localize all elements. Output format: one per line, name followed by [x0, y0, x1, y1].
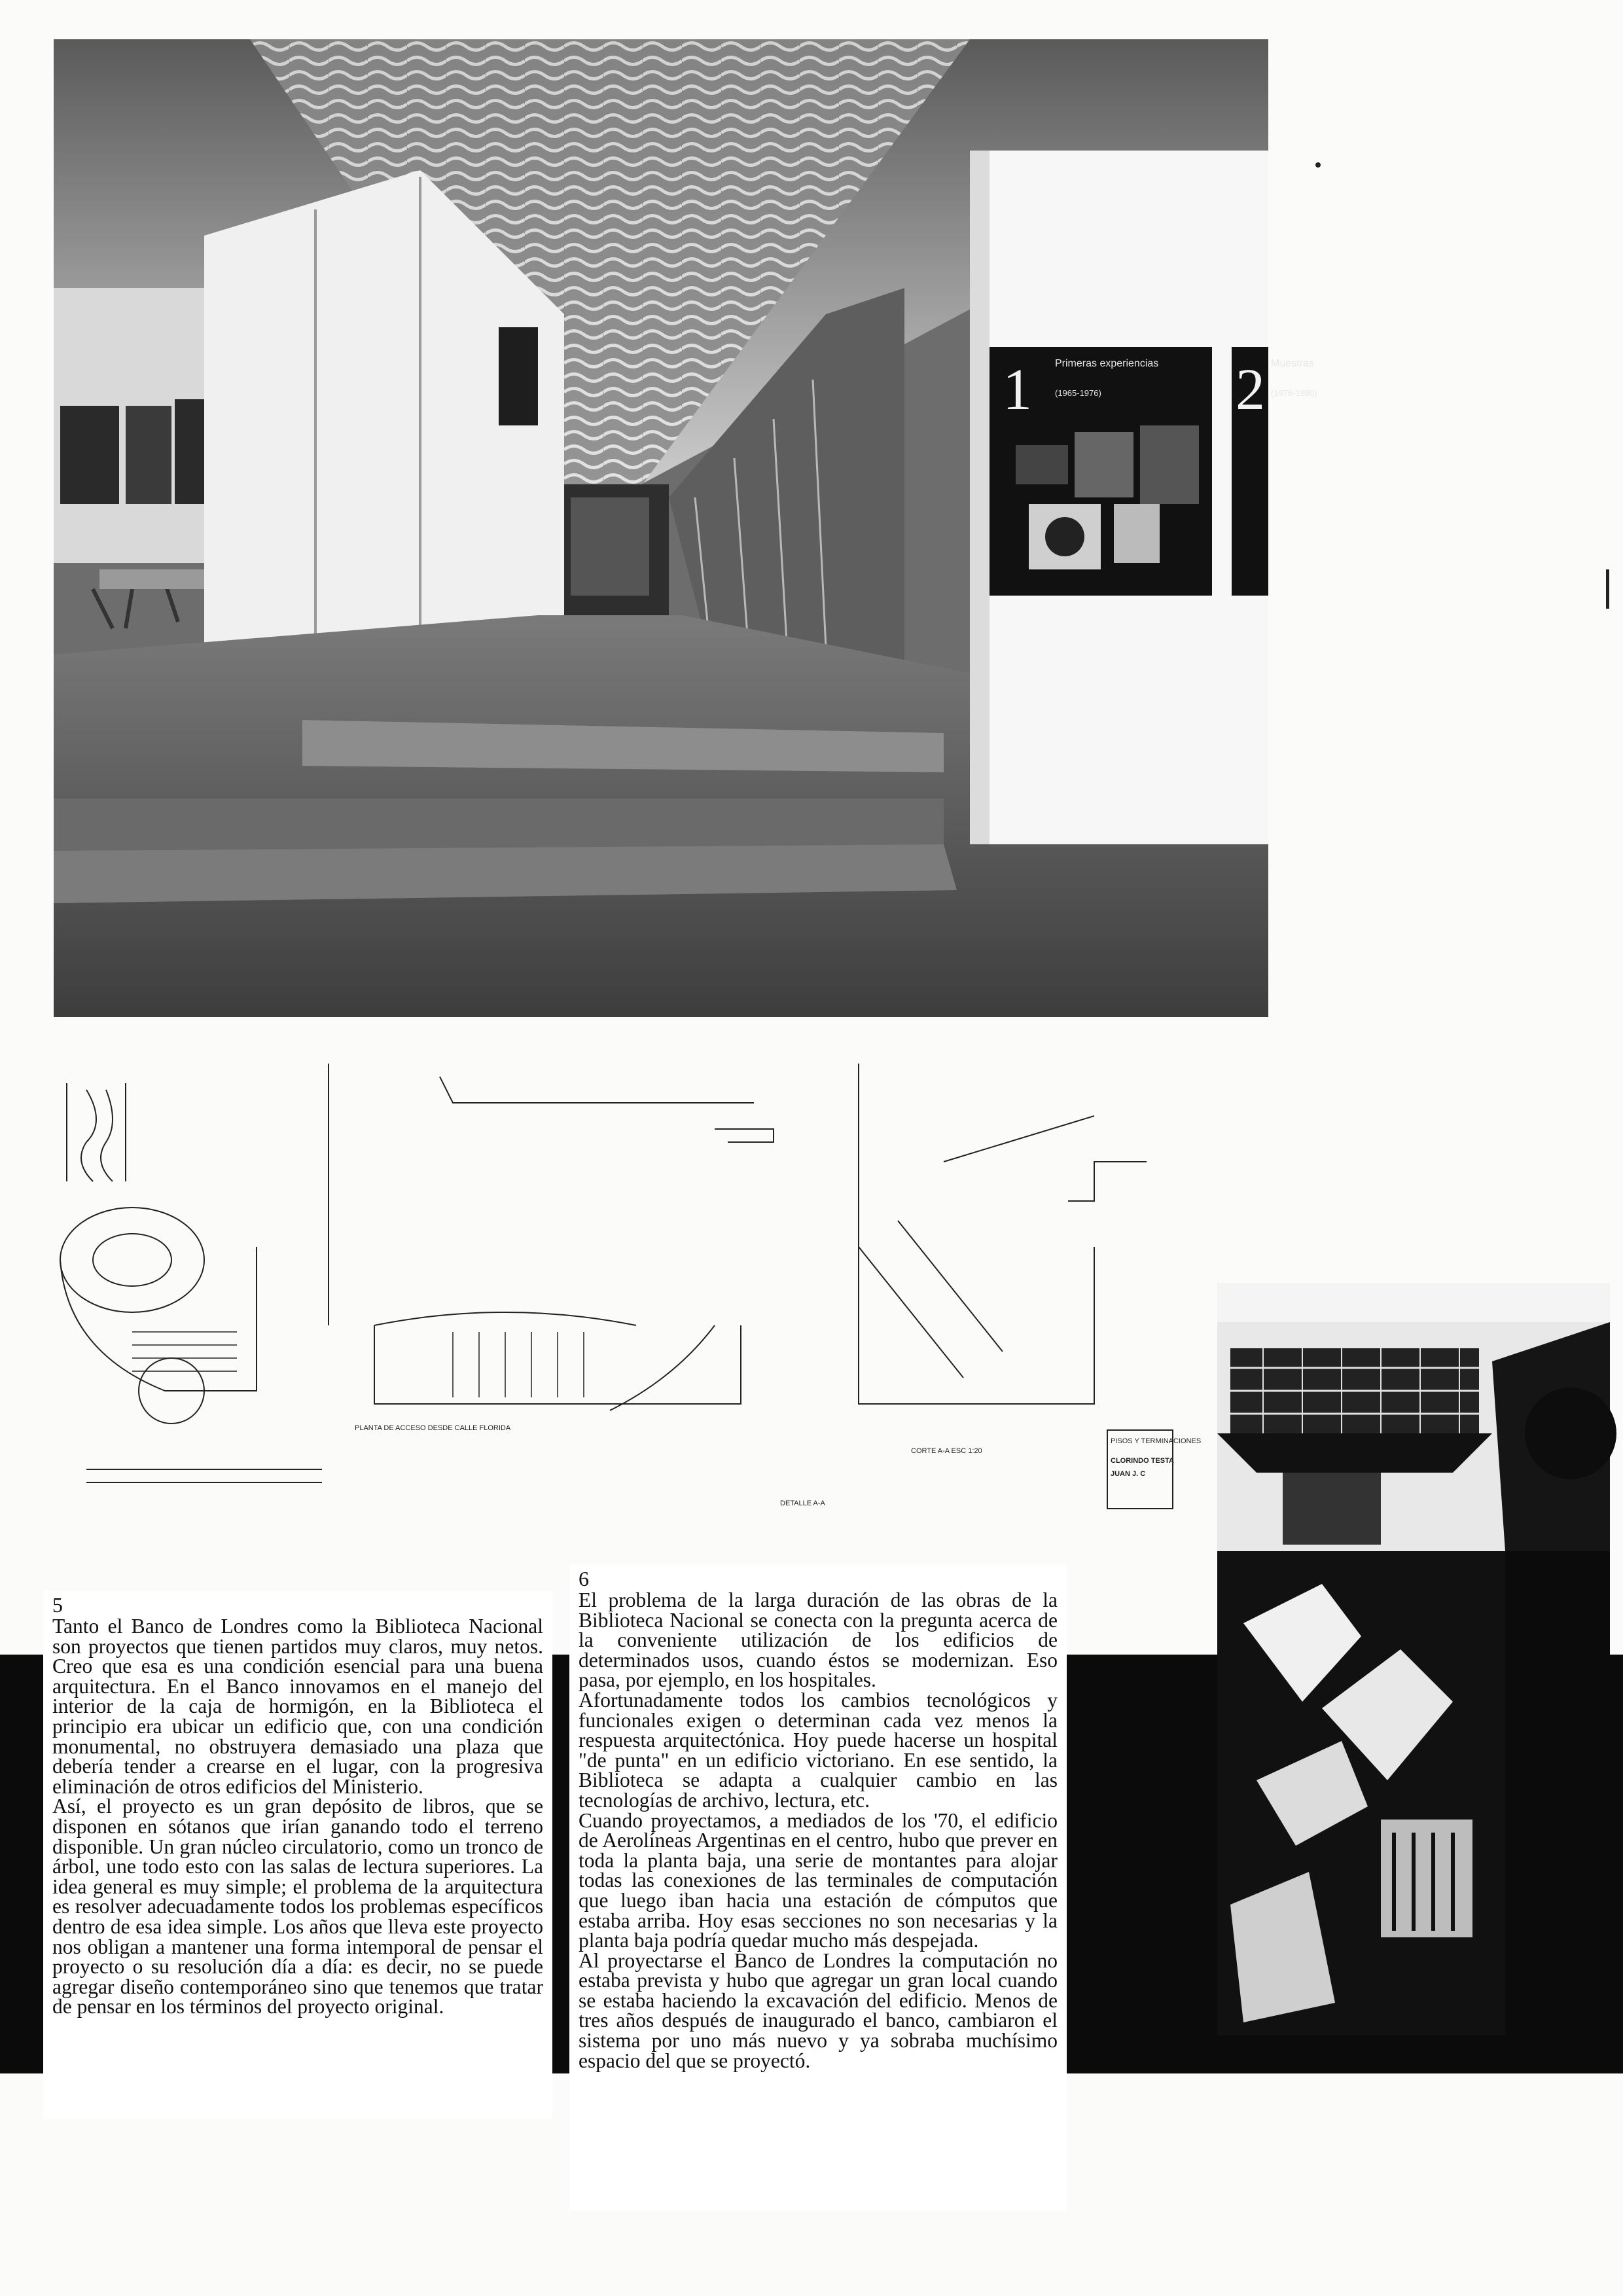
scan-mark	[1606, 569, 1609, 609]
paragraph-6d: Al proyectarse el Banco de Londres la computación no estaba prevista y hubo que agregar un gran local cuando se estaba haciendo la excavación del edificio. Menos de tres años después de inaugurado el banco, cambiaron el sistema por uno más nuevo y ya sobraba muchísimo espacio del que se proyectó.	[579, 1948, 1058, 2072]
panel-1-title: Primeras experiencias	[1055, 358, 1159, 369]
paragraph-6c: Cuando proyectamos, a mediados de los '70, el edificio de Aerolíneas Argentinas en el centro, hubo que prever en toda la planta baja, una serie de montantes para alojar todas las conexiones de las terminales de computación que luego iban hacia una estación de cómputos que estaba arriba. Hoy esas secciones no son necesarias y la planta baja podría quedar mucho más despejada.	[579, 1808, 1058, 1952]
paragraph-6b: Afortunadamente todos los cambios tecnológicos y funcionales exigen o determinan cada vez menos la respuesta arquitectónica. Hoy puede hacerse un hospital "de punta" en un edificio victoriano. En ese sentido, la Biblioteca se adapta a cualquier cambio en las tecnologías de archivo, lectura, etc.	[579, 1688, 1058, 1812]
svg-text:CLORINDO TESTA: CLORINDO TESTA	[1111, 1457, 1174, 1465]
paragraph-6a: El problema de la larga duración de las obras de la Biblioteca Nacional se conecta con la pregunta acerca de la conveniente utilización de los edificios de determinados usos, cuando éstos se modernizan. Eso pasa, por ejemplo, en los hospitales.	[579, 1588, 1058, 1692]
detail-sketch	[67, 1083, 126, 1181]
panel-2-number: 2	[1236, 357, 1265, 422]
library-building-photo	[1217, 1283, 1610, 2036]
architectural-drawings	[47, 1050, 1277, 1535]
panel-1-dates: (1965-1976)	[1055, 388, 1101, 398]
text-column-6	[569, 1564, 1067, 2211]
svg-text:JUAN J. C: JUAN J. C	[1111, 1470, 1146, 1478]
svg-text:PISOS Y TERMINACIONES: PISOS Y TERMINACIONES	[1111, 1437, 1202, 1445]
detail-label: DETALLE A-A	[780, 1499, 825, 1507]
plan-label: PLANTA DE ACCESO DESDE CALLE FLORIDA	[355, 1424, 511, 1432]
paragraph-5a: Tanto el Banco de Londres como la Biblioteca Nacional son proyectos que tienen partidos muy claros, muy netos. Creo que esa es una condición esencial para una buena arquitectura. En el Banco innovamos en el manejo del interior de la caja de hormigón, en la Biblioteca el principio era ubicar un edificio que, con una condición monumental, no obstruyera demasiado una plaza que debería tender a crearse en el lugar, con la progresiva eliminación de otros edificios del Ministerio.	[52, 1615, 543, 1798]
title-block	[1107, 1430, 1201, 1509]
spiral-stair-plan	[60, 1208, 322, 1482]
scan-speck	[1315, 162, 1321, 168]
access-plan	[329, 1064, 826, 1507]
section-number-6: 6	[579, 1567, 589, 1590]
panel-1-number: 1	[1003, 357, 1032, 422]
section-cut	[440, 1064, 1147, 1455]
gallery-interior-photo	[54, 39, 1317, 1017]
section-number-5: 5	[52, 1593, 63, 1617]
panel-2-title: Muestras	[1271, 358, 1314, 369]
text-column-5	[43, 1590, 552, 2119]
panel-2-dates: (1976-1980)	[1271, 388, 1317, 398]
section-label: CORTE A-A ESC 1:20	[911, 1447, 982, 1455]
paragraph-5b: Así, el proyecto es un gran depósito de libros, que se disponen en sótanos que irían ganando todo el terreno disponible. Un gran núcleo circulatorio, como un tronco de árbol, une todo esto con las salas de lectura superiores. La idea general es muy simple; el problema de la arquitectura es resolver adecuadamente todos los problemas específicos dentro de esa idea simple. Los años que lleva este proyecto nos obligan a mantener una forma intemporal de pensar el proyecto o su resolución día a día: es decir, no se puede agregar diseño contemporáneo sino que tenemos que tratar de pensar en los términos del proyecto original.	[52, 1795, 543, 2018]
